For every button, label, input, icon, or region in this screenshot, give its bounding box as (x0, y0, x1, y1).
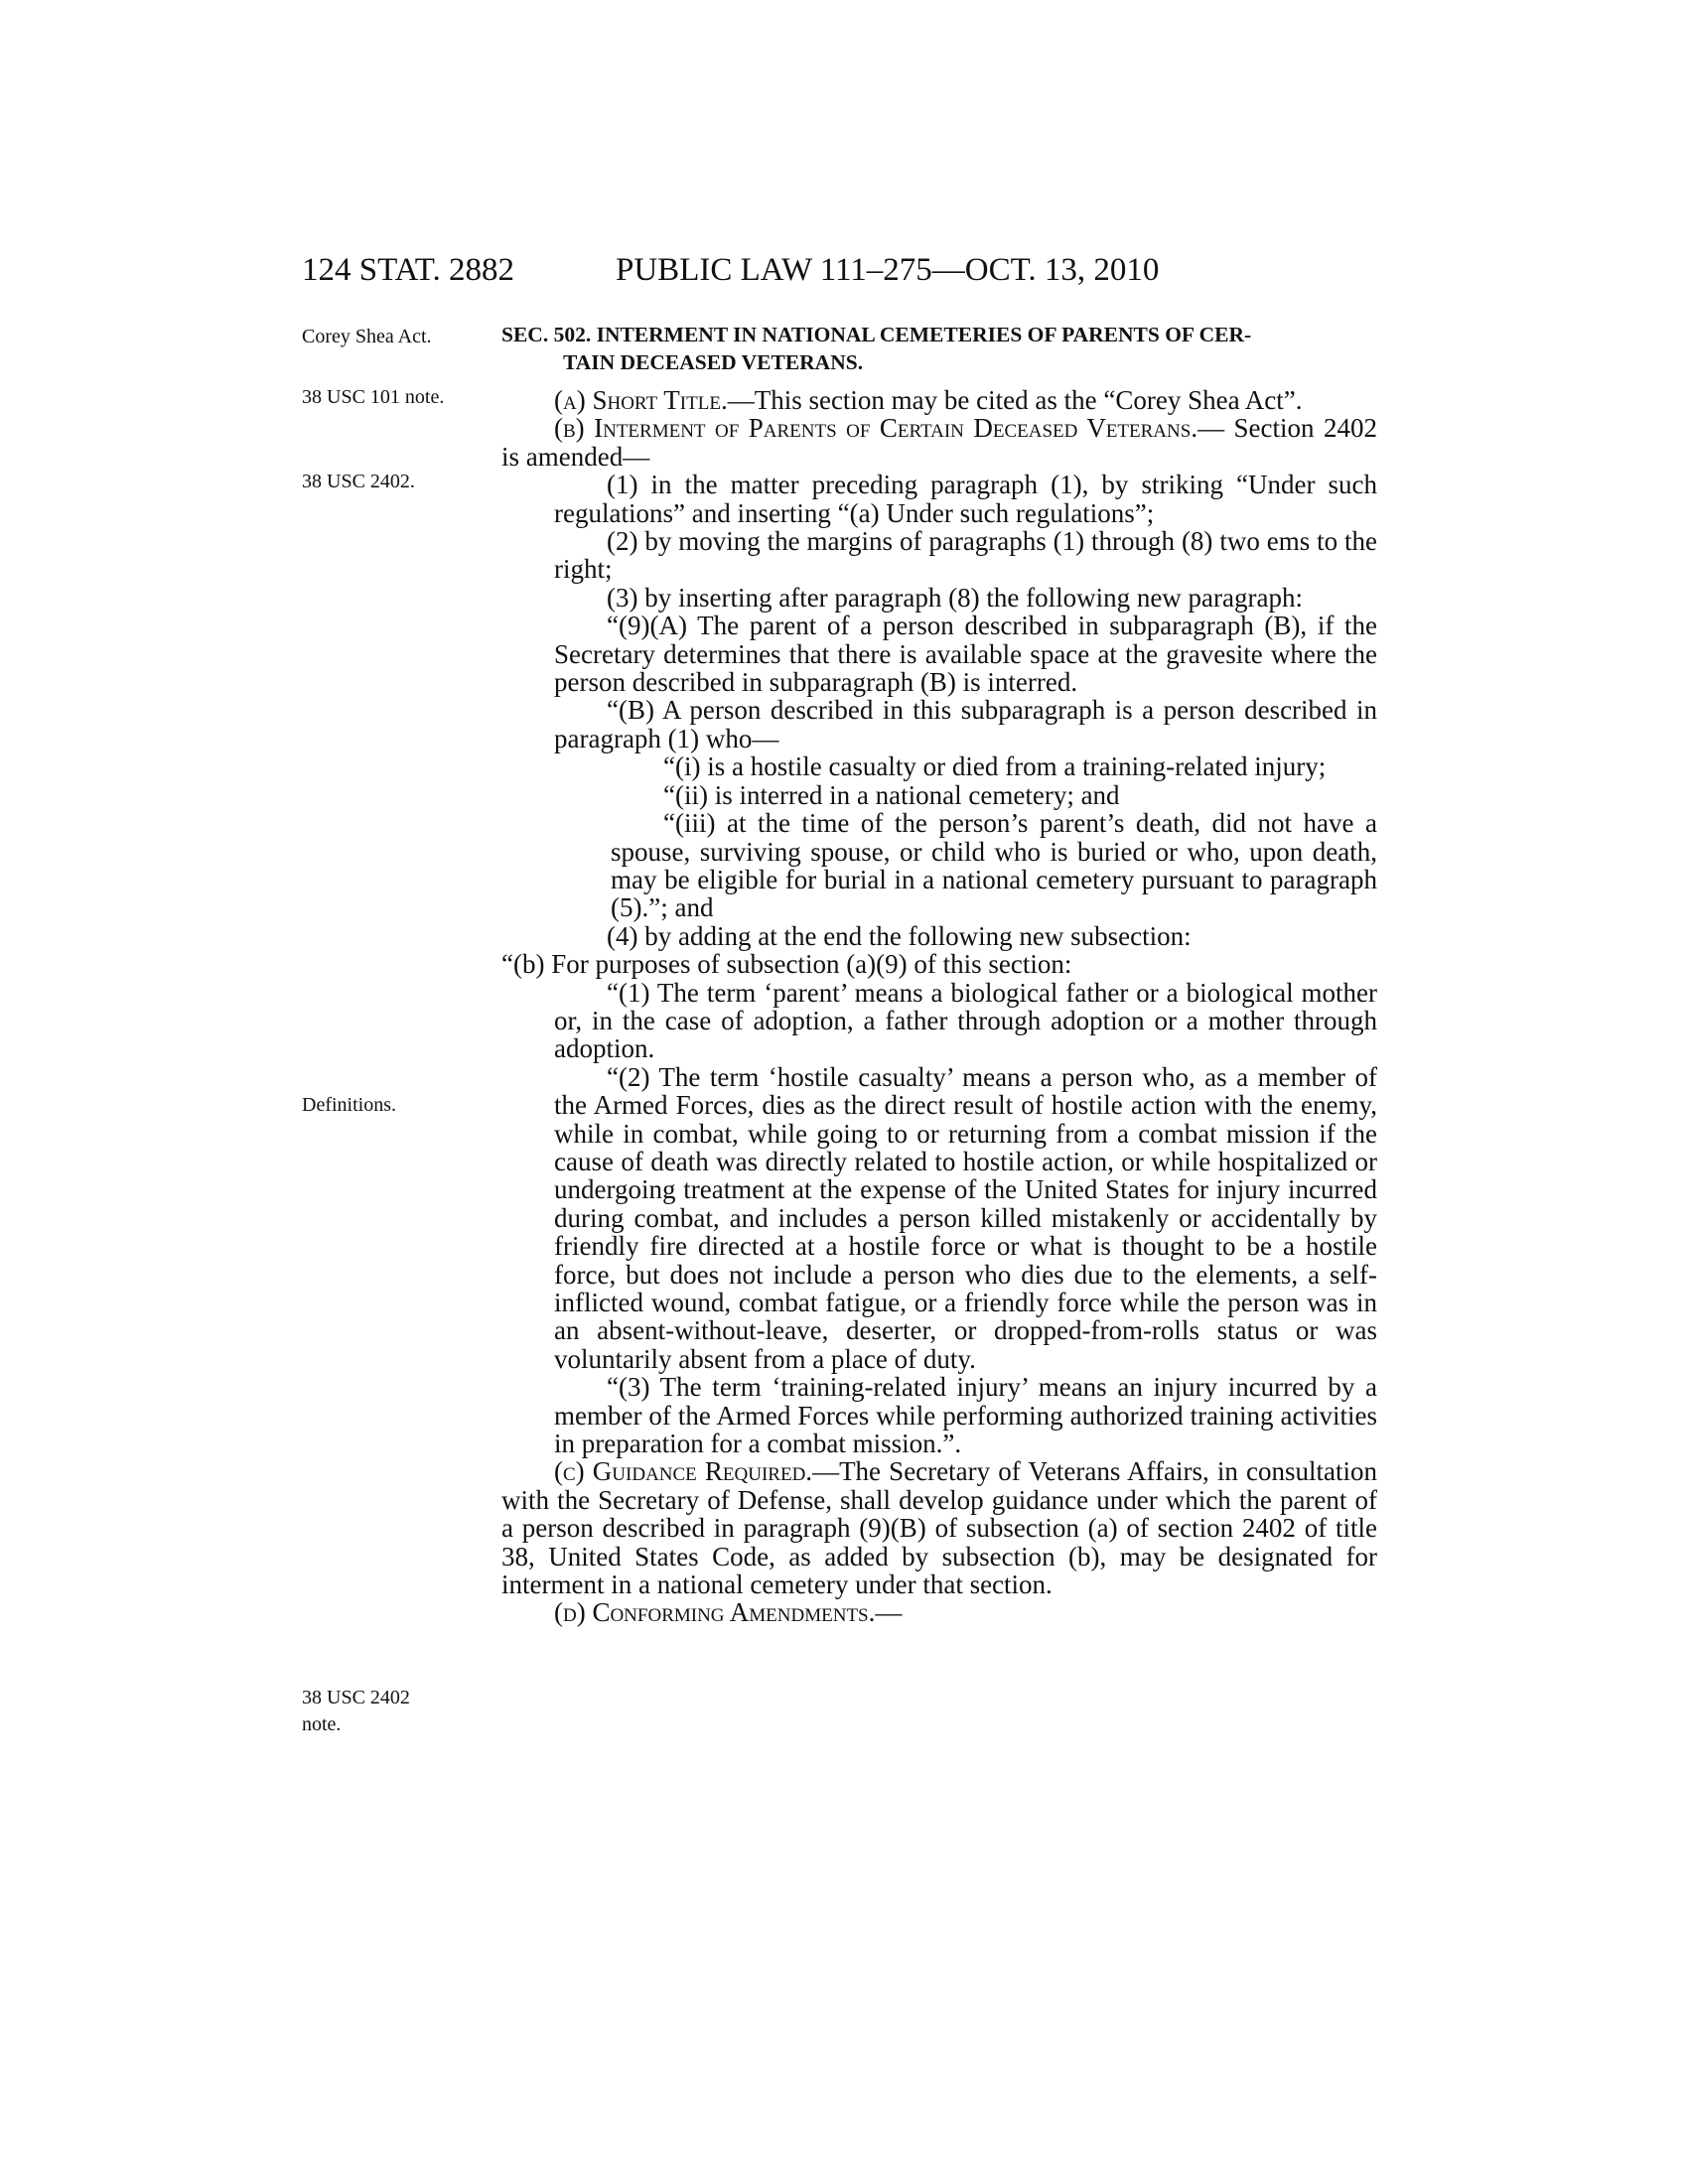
section-heading (501, 321, 1377, 376)
clause-i: “(i) is a hostile casualty or died from a training-related injury; (663, 751, 1327, 782)
section-heading-line2: TAIN DECEASED VETERANS. (563, 350, 864, 374)
paragraph-9B: “(B) A person described in this subparagraph is a person described in paragraph (1) who— (554, 695, 1377, 753)
new-subsection-b: “(b) For purposes of subsection (a)(9) of this section: (501, 949, 1072, 980)
paragraph-b1: (1) in the matter preceding paragraph (1), by striking “Under such regulations” and inserting “(a) Under such regulations”; (554, 470, 1377, 528)
clause-ii: “(ii) is interred in a national cemetery; and (663, 779, 1120, 810)
subsection-d-label: (d) Conforming Amendments. (554, 1597, 876, 1628)
subsection-b (501, 414, 1377, 471)
subsection-c (501, 1457, 1377, 1598)
paragraph-9A: “(9)(A) The parent of a person described in subparagraph (B), if the Secretary determines that there is available space at the gravesite where the person described in subparagraph (B) is interred. (554, 611, 1377, 698)
statute-page-reference: 124 STAT. 2882 (302, 252, 515, 288)
margin-note-usc-2402-note: 38 USC 2402 note. (302, 1687, 410, 1735)
definition-parent: “(1) The term ‘parent’ means a biological father or a biological mother or, in the case of adoption, a father through adoption or a mother through adoption. (554, 977, 1377, 1064)
paragraph-b3: (3) by inserting after paragraph (8) the following new paragraph: (607, 582, 1303, 613)
subsection-a-text: —This section may be cited as the “Corey Shea Act”. (727, 385, 1303, 415)
paragraph-b4: (4) by adding at the end the following new subsection: (607, 920, 1192, 951)
subsection-b-label: (b) Interment of Parents of Certain Deceased Veterans. (554, 413, 1198, 444)
subsection-c-label: (c) Guidance Required. (554, 1456, 813, 1487)
subsection-d (501, 1598, 1377, 1626)
subsection-a-label: (a) Short Title. (554, 385, 728, 415)
margin-note-definitions: Definitions. (302, 1094, 396, 1116)
section-heading-line1: SEC. 502. INTERMENT IN NATIONAL CEMETERIES OF PARENTS OF CER- (501, 323, 1252, 346)
subsection-b-text: — Section 2402 is amended— (501, 413, 1377, 472)
margin-note-short-title: Corey Shea Act. (302, 326, 432, 347)
public-law-title: PUBLIC LAW 111–275—OCT. 13, 2010 (616, 252, 1160, 288)
definition-hostile-casualty: “(2) The term ‘hostile casualty’ means a person who, as a member of the Armed Forces, dies as the direct result of hostile action with the enemy, while in combat, while going to or returning from a combat mission if the cause of death was directly related to hostile action, or while hospitalized or undergoing treatment at the expense of the United States for injury incurred during combat, and includes a person killed mistakenly or accidentally by friendly fire directed at a hostile force or what is thought to be a hostile force, but does not include a person who dies due to the elements, a self-inflicted wound, combat fatigue, or a friendly force while the person was in an absent-without-leave, deserter, or dropped-from-rolls status or was voluntarily absent from a place of duty. (554, 1061, 1377, 1374)
paragraph-b2: (2) by moving the margins of paragraphs (1) through (8) two ems to the right; (554, 526, 1377, 585)
margin-note-usc-101: 38 USC 101 note. (302, 386, 445, 408)
margin-note-usc-2402: 38 USC 2402. (302, 471, 415, 492)
section-body (501, 386, 1377, 1627)
definition-training-related-injury: “(3) The term ‘training-related injury’ means an injury incurred by a member of the Armed Forces while performing authorized training activities in preparation for a combat mission.”. (554, 1372, 1377, 1459)
clause-iii: “(iii) at the time of the person’s parent’s death, did not have a spouse, surviving spouse, or child who is buried or who, upon death, may be eligible for burial in a national cemetery pursuant to paragraph (5).”; and (611, 808, 1377, 923)
subsection-a (501, 386, 1377, 414)
subsection-c-text: —The Secretary of Veterans Affairs, in consultation with the Secretary of Defense, shall develop guidance under which the parent of a person described in paragraph (9)(B) of subsection (a) of section 2402 of title 38, United States Code, as added by subsection (b), may be designated for interment in a national cemetery under that section. (501, 1456, 1377, 1600)
subsection-d-text: — (875, 1597, 903, 1628)
